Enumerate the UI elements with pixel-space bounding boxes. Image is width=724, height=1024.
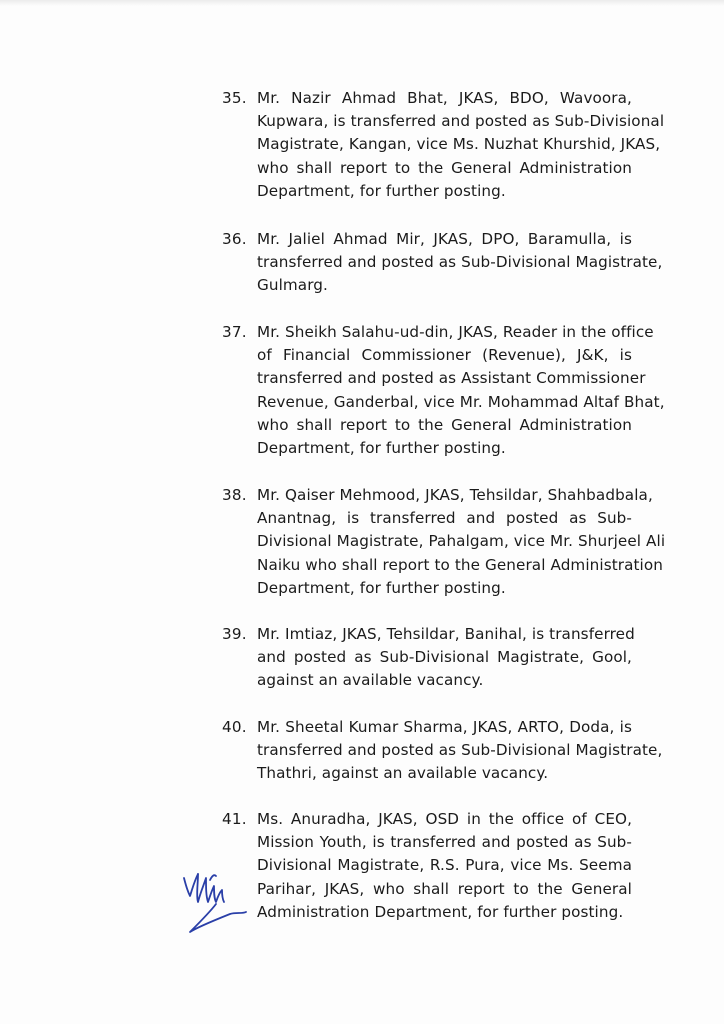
text-line: Mr. Imtiaz, JKAS, Tehsildar, Banihal, is transferred <box>257 625 635 643</box>
text-line: Naiku who shall report to the General Administration <box>257 555 663 574</box>
item-number: 35. <box>222 89 247 107</box>
scan-edge <box>0 0 724 6</box>
text-line: Mission Youth, is transferred and posted as Sub- <box>257 833 632 852</box>
text-line: Thathri, against an available vacancy. <box>257 764 549 783</box>
text-line: Mr. Nazir Ahmad Bhat, JKAS, BDO, Wavoora, <box>257 89 632 107</box>
order-item-41 <box>222 808 662 924</box>
text-line: Kupwara, is transferred and posted as Sub-Divisional <box>257 112 665 131</box>
order-item-40 <box>222 716 662 786</box>
text-line: Department, for further posting. <box>257 439 506 458</box>
item-number: 41. <box>222 810 247 828</box>
item-text <box>257 87 665 203</box>
text-line: who shall report to the General Administration <box>257 415 632 434</box>
text-line: of Financial Commissioner (Revenue), J&K, is <box>257 346 632 365</box>
text-line: Revenue, Ganderbal, vice Mr. Mohammad Altaf Bhat, <box>257 392 665 411</box>
item-number: 39. <box>222 625 247 643</box>
text-line: Magistrate, Kangan, vice Ms. Nuzhat Khurshid, JKAS, <box>257 135 661 154</box>
order-item-36 <box>222 228 662 298</box>
item-text <box>257 808 632 924</box>
order-item-38 <box>222 484 666 600</box>
item-number: 37. <box>222 323 247 341</box>
text-line: Mr. Sheikh Salahu-ud-din, JKAS, Reader in the office <box>257 323 654 341</box>
text-line: transferred and posted as Assistant Commissioner <box>257 369 646 388</box>
text-line: Administration Department, for further posting. <box>257 902 624 921</box>
text-line: Mr. Jaliel Ahmad Mir, JKAS, DPO, Baramulla, is <box>257 230 632 248</box>
text-line: Gulmarg. <box>257 276 328 295</box>
text-line: Department, for further posting. <box>257 578 506 597</box>
text-line: against an available vacancy. <box>257 671 484 690</box>
item-text <box>257 623 635 693</box>
text-line: Mr. Sheetal Kumar Sharma, JKAS, ARTO, Doda, is <box>257 718 632 736</box>
item-text <box>257 484 666 600</box>
order-item-37 <box>222 321 665 460</box>
text-line: Anantnag, is transferred and posted as Sub- <box>257 509 632 528</box>
text-line: Parihar, JKAS, who shall report to the General <box>257 879 632 898</box>
order-item-39 <box>222 623 662 693</box>
text-line: transferred and posted as Sub-Divisional Magistrate, <box>257 741 663 760</box>
text-line: Department, for further posting. <box>257 181 506 200</box>
item-number: 38. <box>222 486 247 504</box>
text-line: Divisional Magistrate, R.S. Pura, vice Ms. Seema <box>257 856 632 875</box>
text-line: Divisional Magistrate, Pahalgam, vice Mr. Shurjeel Ali <box>257 532 666 551</box>
item-text <box>257 716 663 786</box>
text-line: Ms. Anuradha, JKAS, OSD in the office of CEO, <box>257 810 632 828</box>
item-text <box>257 321 665 460</box>
item-text <box>257 228 663 298</box>
text-line: who shall report to the General Administration <box>257 158 632 177</box>
order-item-35 <box>222 87 665 203</box>
signature-mark <box>176 862 256 942</box>
item-number: 36. <box>222 230 247 248</box>
item-number: 40. <box>222 718 247 736</box>
text-line: Mr. Qaiser Mehmood, JKAS, Tehsildar, Shahbadbala, <box>257 486 653 504</box>
text-line: and posted as Sub-Divisional Magistrate, Gool, <box>257 648 632 667</box>
text-line: transferred and posted as Sub-Divisional Magistrate, <box>257 253 663 272</box>
